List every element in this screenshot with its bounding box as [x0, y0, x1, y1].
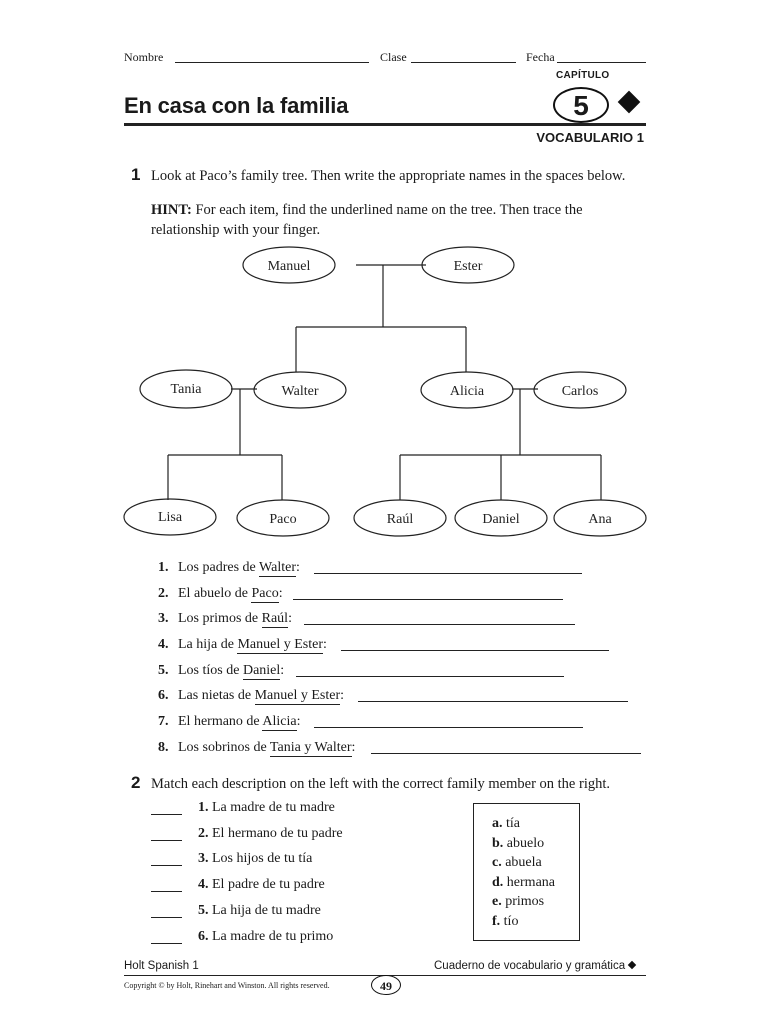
tree-name-alicia: Alicia [449, 384, 485, 399]
choice-item: d. hermana [492, 874, 555, 890]
exercise-1-hint [151, 200, 621, 240]
diamond-icon [628, 961, 636, 969]
match-blank-2[interactable] [151, 840, 182, 841]
hint-text: For each item, find the underlined name on the tree. Then trace the relationship with your finger. [151, 202, 583, 238]
list-item: 1. Los padres de Walter: [158, 560, 300, 575]
answer-line-3[interactable] [304, 624, 575, 625]
answer-line-7[interactable] [314, 727, 583, 728]
match-blank-6[interactable] [151, 943, 182, 944]
tree-name-lisa: Lisa [157, 510, 183, 525]
footer-workbook-title: Cuaderno de vocabulario y gramática [434, 960, 635, 972]
list-item: 5. Los tíos de Daniel: [158, 663, 285, 678]
answer-line-2[interactable] [293, 599, 563, 600]
section-label: VOCABULARIO 1 [536, 130, 644, 145]
match-blank-4[interactable] [151, 891, 182, 892]
exercise-1-number: 1 [131, 165, 141, 184]
tree-name-ester: Ester [453, 259, 483, 274]
page-title: En casa con la familia [124, 93, 349, 118]
list-item: 8. Los sobrinos de Tania y Walter: [158, 740, 356, 755]
choice-item: b. abuelo [492, 835, 545, 851]
tree-name-manuel: Manuel [267, 259, 311, 274]
exercise-2-number: 2 [131, 773, 141, 792]
answer-line-5[interactable] [296, 676, 564, 677]
tree-name-ana: Ana [588, 512, 612, 527]
capitulo-label: CAPÍTULO [556, 70, 610, 81]
family-tree [115, 240, 655, 550]
match-blank-3[interactable] [151, 865, 182, 866]
answer-line-1[interactable] [314, 573, 582, 574]
list-item: 5. La hija de tu madre [198, 903, 321, 918]
hint-label: HINT: [151, 202, 192, 218]
list-item: 6. Las nietas de Manuel y Ester: [158, 688, 345, 703]
nombre-label: Nombre [124, 50, 164, 64]
choice-item: a. tía [492, 816, 520, 831]
footer-book-title: Holt Spanish 1 [124, 960, 199, 972]
tree-name-tania: Tania [170, 382, 202, 397]
choice-item: e. primos [492, 894, 545, 909]
clase-field[interactable] [411, 62, 516, 63]
diamond-icon [618, 91, 641, 114]
tree-name-daniel: Daniel [482, 512, 520, 527]
page-number: 49 [371, 975, 401, 995]
list-item: 4. El padre de tu padre [198, 877, 325, 892]
list-item: 3. Los primos de Raúl: [158, 611, 292, 626]
answer-line-6[interactable] [358, 701, 628, 702]
answer-line-4[interactable] [341, 650, 609, 651]
list-item: 3. Los hijos de tu tía [198, 851, 313, 866]
exercise-1-instruction: Look at Paco’s family tree. Then write the appropriate names in the spaces below. [151, 168, 626, 184]
clase-label: Clase [380, 50, 407, 64]
match-blank-1[interactable] [151, 814, 182, 815]
choice-item: f. tío [492, 913, 519, 929]
list-item: 4. La hija de Manuel y Ester: [158, 637, 327, 652]
chapter-number-badge: 5 [553, 87, 609, 123]
nombre-field[interactable] [175, 62, 369, 63]
exercise-2-instruction: Match each description on the left with the correct family member on the right. [151, 776, 611, 792]
list-item: 2. El hermano de tu padre [198, 826, 343, 841]
copyright-notice: Copyright © by Holt, Rinehart and Winston. All rights reserved. [124, 981, 330, 990]
list-item: 2. El abuelo de Paco: [158, 586, 283, 601]
tree-name-walter: Walter [281, 384, 319, 399]
answer-line-8[interactable] [371, 753, 641, 754]
fecha-field[interactable] [557, 62, 646, 63]
fecha-label: Fecha [526, 50, 555, 64]
tree-name-carlos: Carlos [561, 384, 599, 399]
choice-item: c. abuela [492, 855, 542, 870]
list-item: 1. La madre de tu madre [198, 800, 335, 815]
title-divider [124, 123, 646, 126]
list-item: 7. El hermano de Alicia: [158, 714, 301, 729]
answer-choices-box [473, 803, 580, 941]
tree-name-paco: Paco [269, 512, 297, 527]
list-item: 6. La madre de tu primo [198, 929, 334, 944]
match-blank-5[interactable] [151, 917, 182, 918]
tree-name-raul: Raúl [386, 512, 414, 527]
